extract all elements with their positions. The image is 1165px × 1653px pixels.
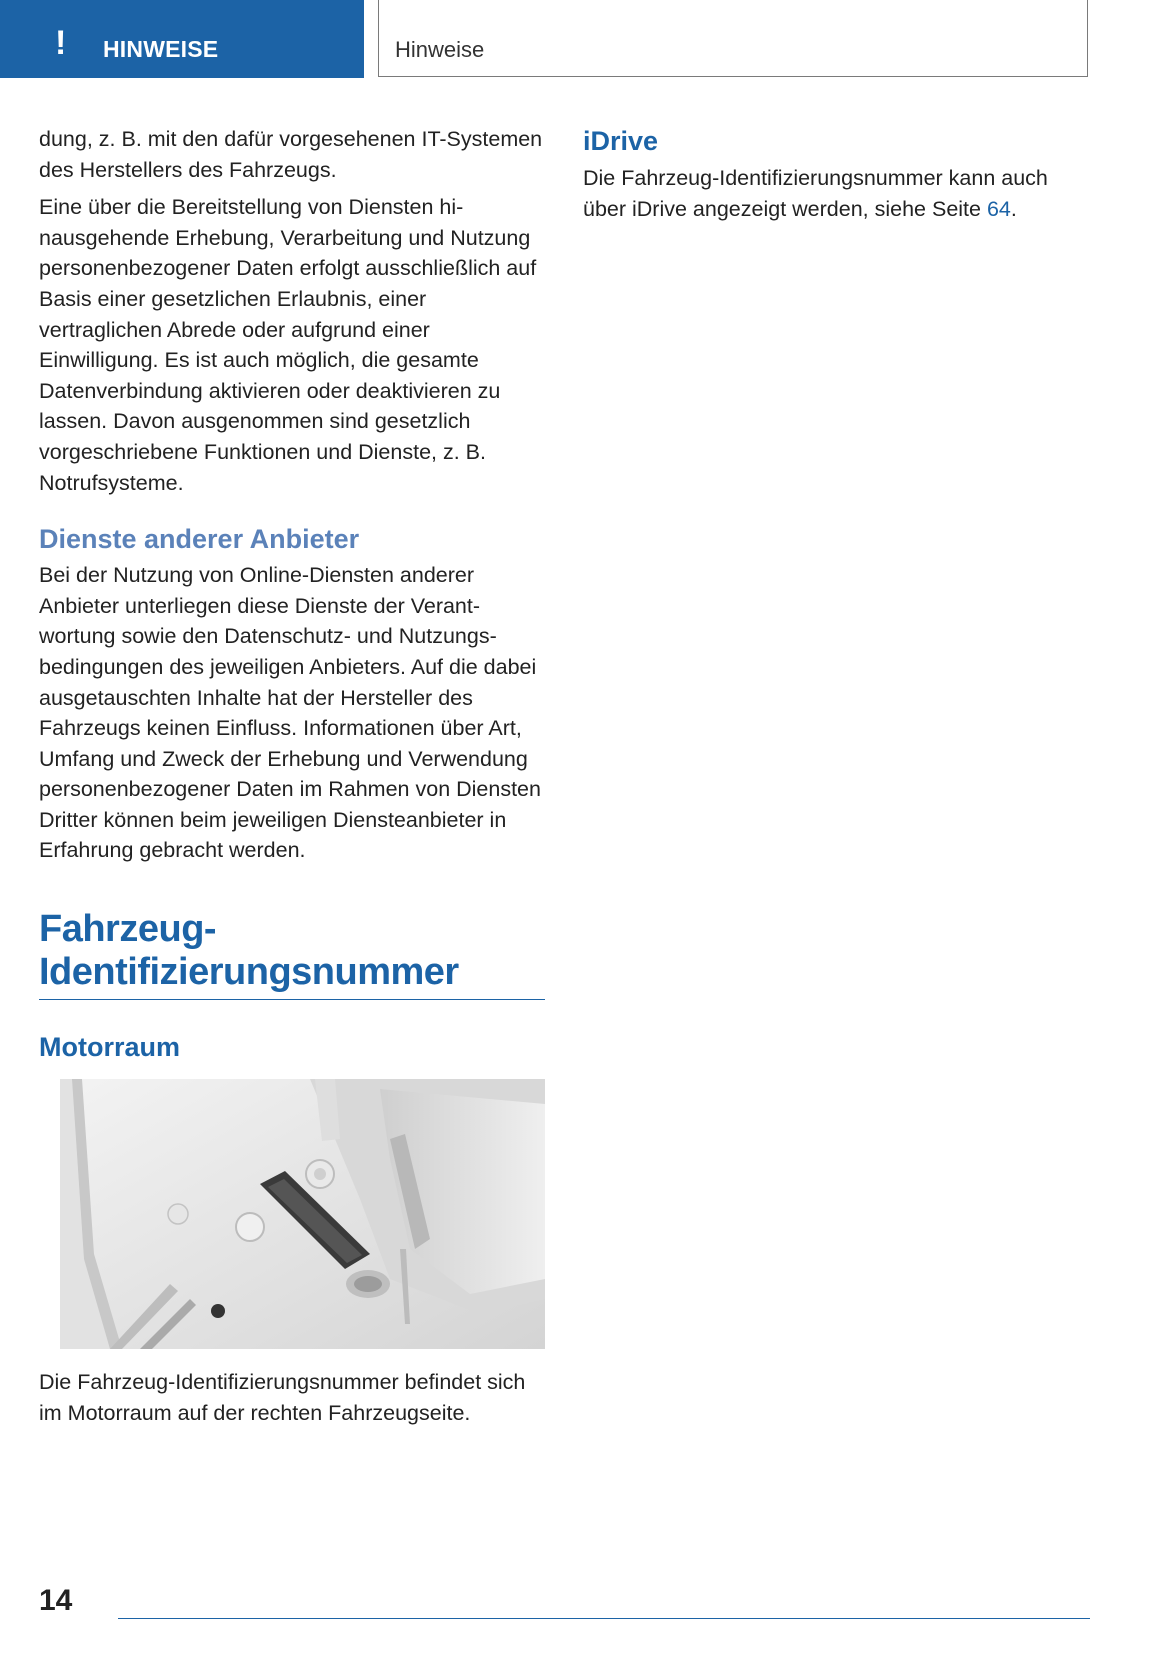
paragraph-data-processing: Eine über die Bereitstellung von Diensten hinausgehende Erhebung, Verarbeitung und Nutzung personenbezogener Daten erfolgt ausschließlich auf Basis einer gesetzlichen Erlaubnis, einer vertraglichen Abrede oder aufgrund einer Einwilligung. Es ist auch möglich, die gesamte Datenverbindung aktivieren oder deaktivieren zu lassen. Davon ausgenommen sind gesetzlich vorgeschriebene Funktionen und Dienste, z. B. Notrufsysteme. [39,195,537,495]
section-label: HINWEISE [103,36,219,62]
footer-rule [118,1618,1090,1619]
heading-vin-line2: Identifizierungsnummer [39,951,459,994]
paragraph-continued: dung, z. B. mit den dafür vorgesehenen IT-Systemen des Herstellers des Fahrzeugs. [39,127,543,182]
paragraph-idrive [583,163,1093,224]
section-rule [39,999,545,1000]
page-header [378,0,1088,77]
left-column [39,124,547,1435]
page-title: Hinweise [395,37,485,62]
section-tab [0,0,364,78]
engine-bay-photo [60,1079,545,1349]
paragraph-third-party-services: Bei der Nutzung von Online-Diensten anderer Anbieter unterliegen diese Dienste der Verantwortung sowie den Datenschutz- und Nutzungsbedingungen des jeweiligen Anbieters. Auf die dabei ausgetauschten Inhalte hat der Hersteller des Fahrzeugs keinen Einfluss. Informationen über Art, Umfang und Zweck der Erhebung und Verwendung personenbezogener Daten im Rahmen von Diensten Dritter können beim jeweiligen Diensteanbieter in Erfahrung gebracht werden. [39,563,541,863]
exclamation-icon: ! [55,24,67,62]
right-column [583,124,1093,231]
heading-motorraum: Motorraum [39,1032,180,1063]
paragraph-idrive-end: . [1010,196,1017,221]
paragraph-vin-location: Die Fahrzeug-Identifizierungsnummer befindet sich im Motorraum auf der rechten Fahrzeugseite. [39,1370,526,1425]
heading-dienste-anderer-anbieter: Dienste anderer Anbieter [39,524,360,555]
heading-idrive: iDrive [583,126,659,156]
page-number: 14 [39,1584,73,1617]
heading-vin-line1: Fahrzeug- [39,908,217,951]
page-reference-link[interactable]: 64 [986,196,1011,221]
paragraph-idrive-text: Die Fahrzeug-Identifizierungsnummer kann auch über iDrive angezeigt werden, siehe Seite [583,166,1048,221]
